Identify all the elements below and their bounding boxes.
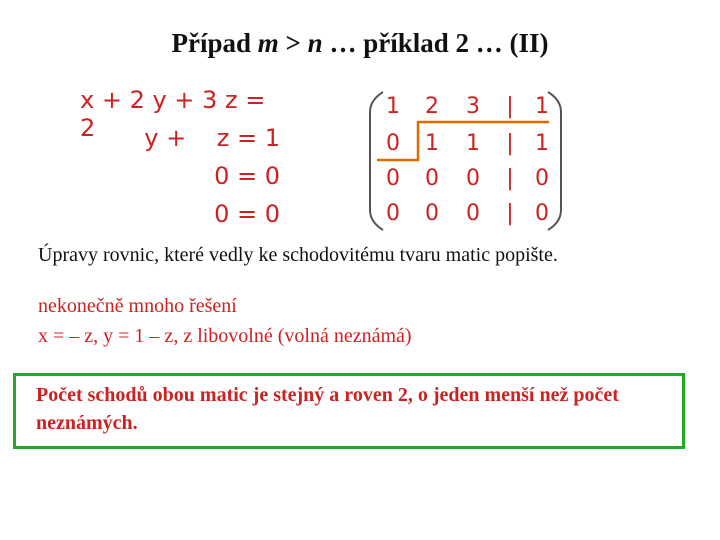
matrix-cell: 0 <box>535 201 549 226</box>
equation-1-right: = 2 <box>80 86 266 142</box>
solution-formula-text: x = – z, y = 1 – z, z libovolné (volná neznámá) <box>38 325 412 347</box>
conclusion-text: Počet schodů obou matic je stejný a roven 2, o jeden menší než počet neznámých. <box>36 384 619 434</box>
matrix-cell: 1 <box>466 131 480 156</box>
matrix-cell: 0 <box>466 201 480 226</box>
matrix-cell: 0 <box>425 201 439 226</box>
matrix-cell: 1 <box>535 131 549 156</box>
equation-2-left: y + z <box>144 124 230 152</box>
title-gt: > <box>278 28 308 58</box>
title-prefix: Případ <box>171 28 258 58</box>
equation-1-left: x + 2 y + 3 z <box>80 86 238 114</box>
equation-4-right: = 0 <box>236 200 280 228</box>
equation-2-right: = 1 <box>236 124 280 152</box>
matrix-cell: 0 <box>535 166 549 191</box>
matrix-separator: | <box>506 166 514 191</box>
title-m: m <box>257 28 279 58</box>
matrix-separator: | <box>506 201 514 226</box>
matrix-cell: 0 <box>386 201 400 226</box>
equation-3-left: 0 <box>214 162 230 190</box>
equation-3-right: = 0 <box>236 162 280 190</box>
matrix-separator: | <box>506 131 514 156</box>
equation-4-left: 0 <box>214 200 230 228</box>
matrix-cell: 0 <box>466 166 480 191</box>
matrix-separator: | <box>506 94 514 119</box>
title-n: n <box>307 28 323 58</box>
instruction-text: Úpravy rovnic, které vedly ke schodovitému tvaru matic popište. <box>38 244 558 266</box>
matrix-cell: 2 <box>425 94 439 119</box>
matrix-cell: 1 <box>535 94 549 119</box>
solution-count: nekonečně mnoho řešení <box>38 295 237 317</box>
matrix-cell: 1 <box>425 131 439 156</box>
solution-formula <box>38 325 412 348</box>
matrix-cell: 0 <box>386 131 400 156</box>
matrix-cell: 3 <box>466 94 480 119</box>
matrix-cell: 1 <box>386 94 400 119</box>
title-suffix: … příklad 2 … (II) <box>322 28 549 58</box>
matrix-cell: 0 <box>386 166 400 191</box>
matrix-cell: 0 <box>425 166 439 191</box>
